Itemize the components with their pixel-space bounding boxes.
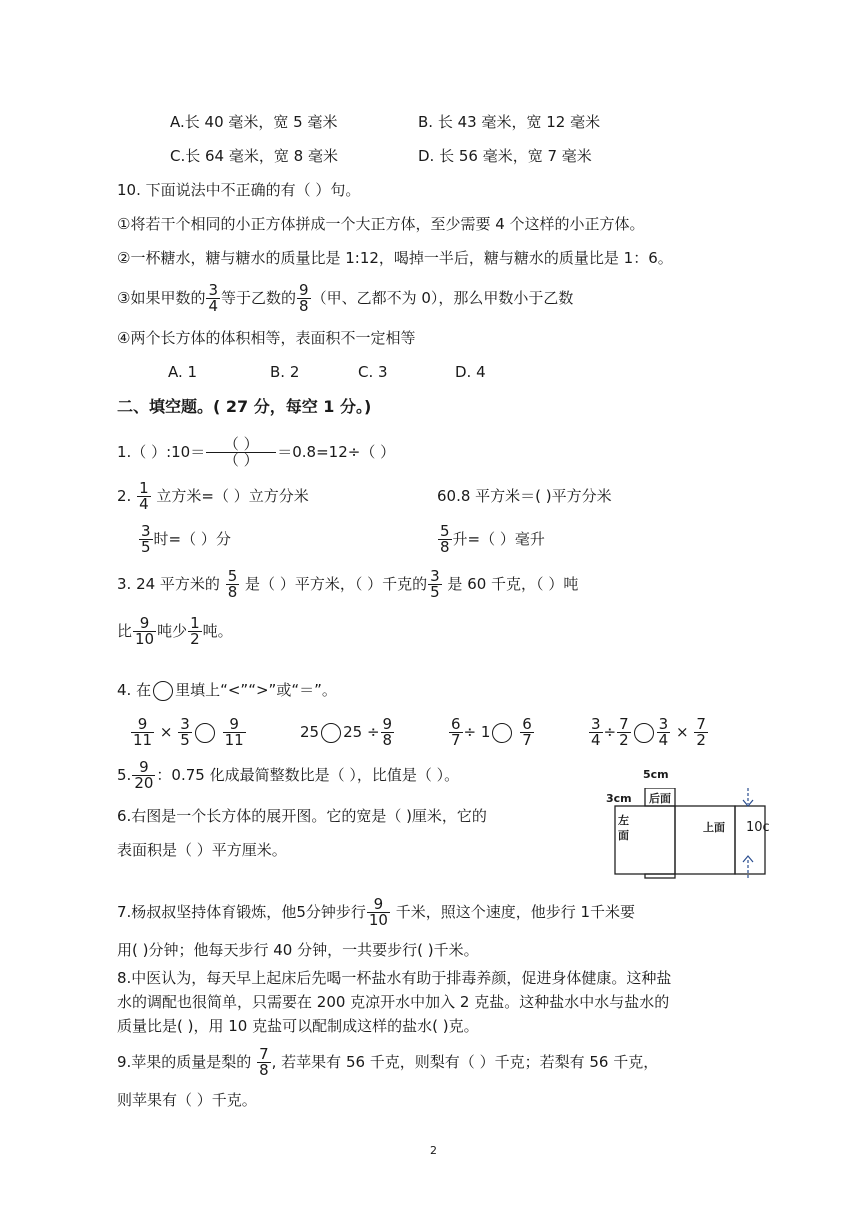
- fraction: [131, 717, 154, 748]
- option-a: A.长 40 毫米，宽 5 毫米: [170, 113, 338, 131]
- diagram-left-label-2: 面: [618, 829, 629, 842]
- fill-q5: [117, 757, 459, 793]
- fill-q7-line2: 用( )分钟；他每天步行 40 分钟，一共要步行( )千米。: [117, 941, 479, 959]
- denominator: 7: [522, 731, 532, 749]
- compare-circle[interactable]: [634, 723, 654, 743]
- fraction: [257, 1047, 271, 1078]
- text: 是（ ）平方米，（ ）千克的: [245, 575, 428, 593]
- text: 25: [300, 723, 320, 741]
- q10-statement-2: ②一杯糖水，糖与糖水的质量比是 1:12，喝掉一半后，糖与糖水的质量比是 1：6。: [117, 249, 673, 267]
- text: 比: [117, 622, 133, 640]
- diagram-back-label: 后面: [649, 792, 671, 805]
- denominator: 4: [208, 297, 218, 315]
- numerator: 9: [382, 715, 393, 733]
- numerator: 3: [591, 715, 601, 733]
- denominator: 4: [591, 731, 601, 749]
- text: 升=（ ）毫升: [452, 530, 545, 548]
- fill-q4-expr-2: [300, 714, 395, 750]
- denominator: 2: [190, 630, 200, 648]
- text: 1.（ ）:10＝: [117, 443, 206, 461]
- diagram-side-label: 3cm: [606, 792, 632, 805]
- denominator: 5: [180, 731, 190, 749]
- operator: ÷: [603, 723, 617, 741]
- right-face: [735, 806, 765, 874]
- denominator: 11: [224, 731, 244, 749]
- compare-circle[interactable]: [492, 723, 512, 743]
- fraction: [297, 283, 311, 314]
- fill-q2-line1b: 60.8 平方米＝( )平方分米: [437, 487, 612, 505]
- fill-q4-stem: [117, 678, 337, 702]
- numerator: 9: [132, 760, 155, 776]
- fill-q2-line1: [117, 478, 309, 514]
- fill-q6-line2: 表面积是（ ）平方厘米。: [117, 841, 287, 859]
- fill-q8-line2: 水的调配也很简单，只需要在 200 克凉开水中加入 2 克盐。这种盐水中水与盐水的: [117, 993, 670, 1011]
- fill-q8-line3: 质量比是( )，用 10 克盐可以配制成这样的盐水( )克。: [117, 1017, 479, 1035]
- q10-stem: 10. 下面说法中不正确的有（ ）句。: [117, 181, 361, 199]
- fraction: [206, 437, 276, 468]
- text: ：0.75 化成最简整数比是（ ），比值是（ ）。: [156, 766, 460, 784]
- compare-circle[interactable]: [153, 681, 173, 701]
- text: （甲、乙都不为 0），那么甲数小于乙数: [311, 289, 574, 307]
- operator: ×: [159, 723, 173, 741]
- numerator: 1: [190, 614, 200, 632]
- numerator: 3: [430, 567, 440, 585]
- fraction: [449, 717, 463, 748]
- numerator: （ ）: [206, 437, 276, 453]
- q10-statement-3: [117, 280, 573, 316]
- denominator: 8: [299, 297, 309, 315]
- fill-q4-expr-4: [588, 714, 709, 750]
- denominator: 8: [259, 1061, 269, 1079]
- compare-circle[interactable]: [321, 723, 341, 743]
- fraction: [428, 569, 442, 600]
- text: , 若苹果有 56 千克，则梨有（ ）千克；若梨有 56 千克，: [271, 1053, 659, 1071]
- numerator: 3: [208, 281, 218, 299]
- fill-q9-line2: 则苹果有（ ）千克。: [117, 1091, 257, 1109]
- diagram-left-label-1: 左: [618, 814, 629, 827]
- front-face: [675, 806, 735, 874]
- text: 时=（ ）分: [153, 530, 231, 548]
- option-b: B. 长 43 毫米，宽 12 毫米: [418, 113, 601, 131]
- fraction: [139, 524, 153, 555]
- diagram-top-face-label: 上面: [703, 821, 725, 834]
- denominator: 2: [619, 731, 629, 749]
- denominator: 11: [133, 731, 153, 749]
- numerator: 9: [131, 717, 154, 733]
- fraction: [132, 760, 155, 791]
- text: 9.苹果的质量是梨的: [117, 1053, 252, 1071]
- text: ③如果甲数的: [117, 289, 206, 307]
- text: 4. 在: [117, 681, 152, 699]
- text: 等于乙数的: [221, 289, 297, 307]
- fill-q6-line1: 6.右图是一个长方体的展开图。它的宽是（ )厘米，它的: [117, 807, 487, 825]
- numerator: 7: [619, 715, 629, 733]
- section-title: 二、填空题。( 27 分，每空 1 分。): [117, 397, 372, 416]
- fraction: [589, 717, 603, 748]
- fraction: [657, 717, 671, 748]
- denominator: 10: [135, 630, 155, 648]
- numerator: 3: [180, 715, 190, 733]
- text: 是 60 千克，（ ）吨: [447, 575, 579, 593]
- numerator: 7: [259, 1045, 269, 1063]
- option-d: D. 长 56 毫米，宽 7 毫米: [418, 147, 592, 165]
- numerator: 9: [223, 717, 246, 733]
- numerator: 7: [696, 715, 706, 733]
- numerator: 5: [227, 567, 238, 585]
- option-c: C.长 64 毫米，宽 8 毫米: [170, 147, 338, 165]
- q10-option-b: B. 2: [270, 363, 300, 381]
- fraction: [617, 717, 631, 748]
- numerator: 5: [440, 522, 450, 540]
- fill-q1: [117, 432, 395, 472]
- text: 里填上“<”“>”或“＝”。: [175, 681, 337, 699]
- text: 5.: [117, 766, 132, 784]
- denominator: 7: [451, 731, 461, 749]
- fill-q3-line1: [117, 566, 578, 602]
- operator: ÷ 1: [463, 723, 491, 741]
- text: 吨。: [202, 622, 233, 640]
- numerator: 3: [658, 715, 669, 733]
- fill-q8-line1: 8.中医认为，每天早上起床后先喝一杯盐水有助于排毒养颜，促进身体健康。这种盐: [117, 969, 672, 987]
- denominator: （ ）: [223, 451, 259, 469]
- fraction: [226, 569, 240, 600]
- operator: ×: [676, 723, 689, 741]
- text: 7.杨叔叔坚持体育锻炼，他5分钟步行: [117, 903, 366, 921]
- fraction: [178, 717, 192, 748]
- numerator: 9: [367, 897, 390, 913]
- numerator: 6: [451, 715, 461, 733]
- diagram-height-label: 10c: [746, 820, 770, 835]
- fraction: [133, 616, 156, 647]
- text: 2.: [117, 487, 132, 505]
- denominator: 5: [141, 538, 151, 556]
- text: 吨少: [157, 622, 188, 640]
- fraction: [206, 283, 220, 314]
- fill-q4-expr-3: [448, 714, 535, 750]
- numerator: 3: [141, 522, 151, 540]
- fraction: [438, 524, 452, 555]
- denominator: 8: [227, 583, 238, 601]
- fill-q3-line2: [117, 613, 233, 649]
- numerator: 1: [139, 479, 149, 497]
- denominator: 5: [430, 583, 440, 601]
- fill-q9-line1: [117, 1044, 658, 1080]
- compare-circle[interactable]: [195, 723, 215, 743]
- page-number: 2: [430, 1144, 437, 1157]
- fraction: [367, 897, 390, 928]
- numerator: 9: [299, 281, 309, 299]
- denominator: 2: [696, 731, 706, 749]
- diagram-top-label: 5cm: [643, 768, 669, 781]
- denominator: 10: [368, 911, 388, 929]
- fraction: [694, 717, 708, 748]
- numerator: 6: [522, 715, 532, 733]
- text: 25 ÷: [343, 723, 380, 741]
- numerator: 9: [133, 616, 156, 632]
- q10-option-d: D. 4: [455, 363, 486, 381]
- text: ＝0.8=12÷（ ）: [277, 443, 396, 461]
- denominator: 8: [440, 538, 450, 556]
- q10-statement-1: ①将若干个相同的小正方体拼成一个大正方体，至少需要 4 个这样的小正方体。: [117, 215, 645, 233]
- text: 3. 24 平方米的: [117, 575, 220, 593]
- denominator: 20: [134, 774, 154, 792]
- fill-q4-expr-1: [130, 714, 247, 750]
- q10-option-c: C. 3: [358, 363, 388, 381]
- denominator: 4: [658, 731, 669, 749]
- q10-statement-4: ④两个长方体的体积相等，表面积不一定相等: [117, 329, 416, 347]
- fraction: [520, 717, 534, 748]
- denominator: 8: [382, 731, 393, 749]
- fraction: [381, 717, 395, 748]
- fraction: [188, 616, 202, 647]
- text: 立方米=（ ）立方分米: [156, 487, 309, 505]
- fraction: [137, 481, 151, 512]
- text: 千米，照这个速度，他步行 1千米要: [395, 903, 636, 921]
- denominator: 4: [139, 495, 149, 513]
- fraction: [223, 717, 246, 748]
- fill-q2-line2b: [437, 521, 545, 557]
- bottom-face: [645, 874, 675, 878]
- fill-q7-line1: [117, 893, 635, 931]
- q10-option-a: A. 1: [168, 363, 198, 381]
- fill-q2-line2: [138, 521, 231, 557]
